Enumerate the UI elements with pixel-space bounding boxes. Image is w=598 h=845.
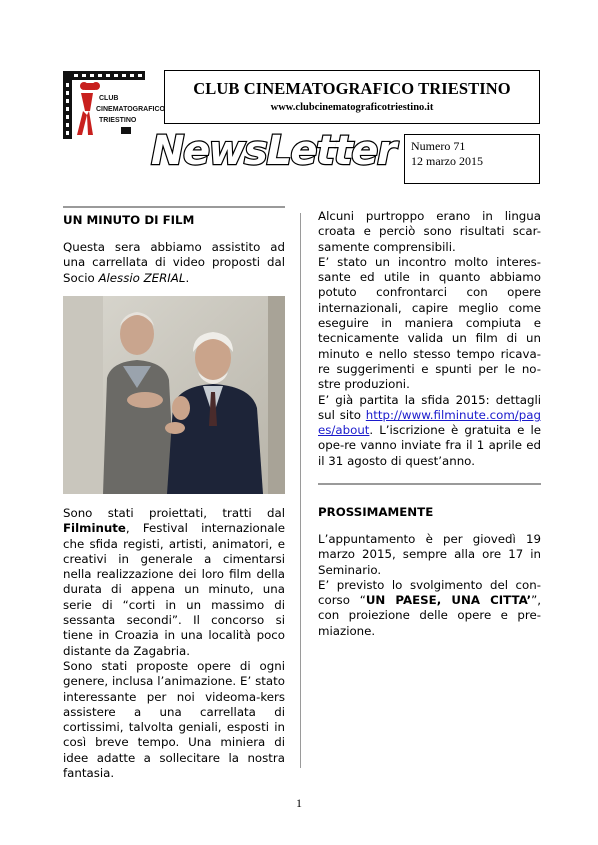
- right-paragraph-4: L’appuntamento è per giovedì 19 marzo 2015, sempre alla ore 17 in Seminario.: [318, 532, 541, 577]
- issue-number: Numero 71: [411, 139, 466, 153]
- club-title-box: [164, 70, 540, 124]
- festival-name: Filminute: [63, 521, 126, 536]
- newsletter-title-text: NewsLetter: [151, 128, 396, 174]
- svg-text:CINEMATOGRAFICO: CINEMATOGRAFICO: [96, 106, 165, 113]
- section-heading-prossimamente: PROSSIMAMENTE: [318, 505, 434, 519]
- club-website[interactable]: www.clubcinematograficotriestino.it: [270, 102, 434, 113]
- club-logo: [63, 71, 165, 139]
- page-number: 1: [296, 796, 302, 810]
- right-section-rule: [318, 483, 541, 485]
- author-name: Alessio ZERIAL: [98, 270, 186, 285]
- event-photo: [63, 296, 285, 494]
- section-heading-minuto: UN MINUTO DI FILM: [63, 213, 195, 227]
- body-paragraph-left: Sono stati proiettati, tratti dal Filminute, Festival internazionale che sfida registi, artisti, animatori, e creativi in generale a cimentarsi nella realizzazione dei loro film della durata di appena un minuto, una serie di “corti in un massimo di sessanta secondi”. Il concorso si tiene in Croazia in una località poco distante da Zagabria. Sono stati proposte opere di ogni genere, inclusa l’animazione. E’ stato interessante per noi videoma-kers assistere a una carrellata di cortissimi, talvolta geniali, esposti in così breve tempo. Una miniera di idee adatte a sollecitare la nostra fantasia.: [63, 506, 285, 781]
- prossimamente-text: L’appuntamento è per giovedì 19 marzo 2015, sempre alla ore 17 in Seminario. E’ previsto lo svolgimento del con-corso “UN PAESE, UNA CITTA’”, con proiezione delle opere e pre-miazione.: [318, 532, 541, 638]
- intro-paragraph: Questa sera abbiamo assistito ad una carrellata di video proposti dal Socio Alessio ZERIAL.: [63, 240, 285, 285]
- contest-name: UN PAESE, UNA CITTA’: [365, 593, 532, 608]
- issue-date: 12 marzo 2015: [411, 154, 483, 168]
- issue-box: [404, 134, 540, 184]
- right-paragraph-1: Alcuni purtroppo erano in lingua croata e perciò sono risultati scar-samente comprensibili.: [318, 209, 541, 254]
- right-paragraph-2: E’ stato un incontro molto interes-sante ed utile in quanto abbiamo potuto confrontarci con opere internazionali, capire meglio come eseguire in maniera compiuta e tecnicamente valida un film di un minuto e nello stesso tempo ricava-re suggerimenti e spunti per le no-stre produzioni.: [318, 254, 541, 392]
- club-name: CLUB CINEMATOGRAFICO TRIESTINO: [193, 79, 511, 98]
- right-column-text: Alcuni purtroppo erano in lingua croata e perciò sono risultati scar-samente comprensibili. E’ stato un incontro molto interes-sante ed utile in quanto abbiamo potuto confrontarci con opere internazionali, capire meglio come eseguire in maniera compiuta e tecnicamente valida un film di un minuto e nello stesso tempo ricava-re suggerimenti e spunti per le no-stre produzioni. E’ già partita la sfida 2015: dettagli sul sito http://www.filminute.com/pages/about. L’iscrizione è gratuita e le ope-re vanno inviate fra il 1 aprile ed il 31 agosto di quest’anno.: [318, 209, 541, 468]
- svg-text:CLUB: CLUB: [99, 95, 119, 102]
- filminute-link[interactable]: http://www.filminute.com/pages/about: [318, 407, 541, 438]
- newsletter-title: [147, 126, 396, 174]
- column-divider: [300, 213, 301, 768]
- body-paragraph-2: Sono stati proposte opere di ogni genere, inclusa l’animazione. E’ stato interessante per noi videoma-kers assistere a una carrellata di cortissimi, talvolta geniali, esposti in così breve tempo. Una miniera di idee adatte a sollecitare la nostra fantasia.: [63, 658, 285, 781]
- svg-text:TRIESTINO: TRIESTINO: [99, 117, 137, 124]
- left-top-rule: [63, 206, 285, 208]
